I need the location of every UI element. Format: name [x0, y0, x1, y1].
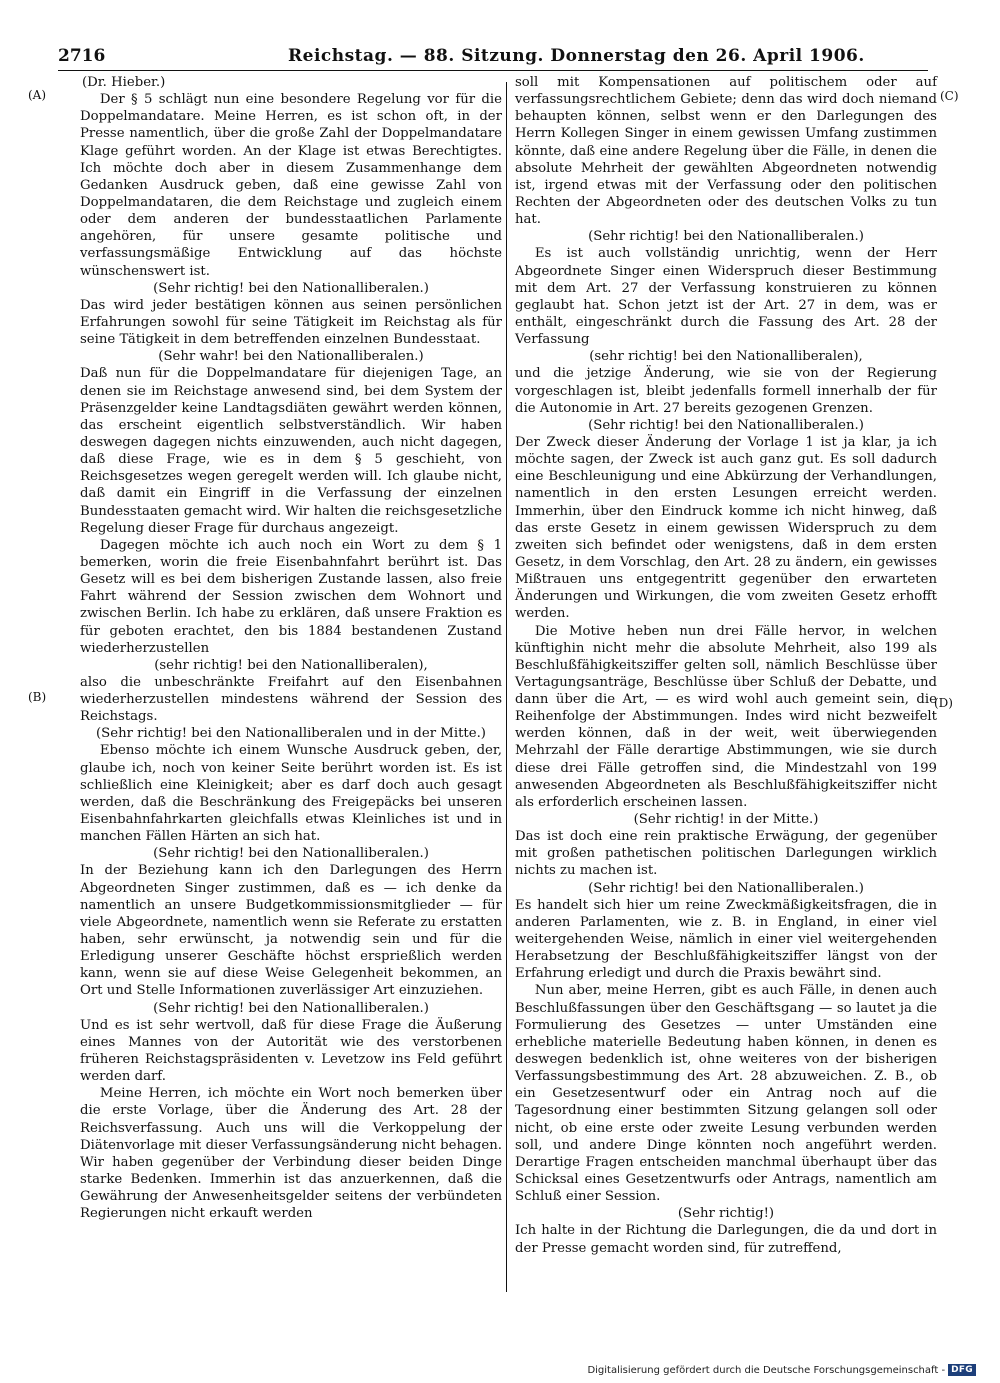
- paragraph: Der § 5 schlägt nun eine besondere Regelung vor für die Doppelmandatare. Meine Herren, es ist schon oft, in der Presse namentlich, über die große Zahl der Doppelmandatare Klage geführt worden. An der Klage ist etwas Berechtigtes. Ich möchte doch aber in diesem Zusammenhange dem Gedanken Ausdruck geben, daß eine gewisse Zahl von Doppelmandataren, die dem Reichstage und zugleich einem oder dem anderen der bundesstaatlichen Parlamente angehören, für unsere gesamte politische und verfassungsmäßige Entwicklung auf das höchste wünschenswert ist.: [80, 92, 502, 279]
- paragraph: Es handelt sich hier um reine Zweckmäßigkeitsfragen, die in anderen Parlamenten, wie z. B. in England, in einer viel weitergehenden Weise, nämlich in einer viel weitergehenden Herabsetzung der Beschlußfähigkeitsziffer längst von der Erfahrung erledigt und durch die Praxis bewährt sind.: [515, 897, 937, 982]
- interjection: (Sehr richtig! bei den Nationalliberalen und in der Mitte.): [96, 726, 486, 742]
- margin-marker-d: (D): [934, 696, 953, 710]
- paragraph: Nun aber, meine Herren, gibt es auch Fälle, in denen auch Beschlußfassungen über den Geschäftsgang — so lautet ja die Formulierung des Gesetzes — unter Umständen eine erhebliche materielle Bedeutung haben können, in denen es deswegen bedenklich ist, ohne weiteres von der bisherigen Verfassungsbestimmung des Art. 28 abzuweichen. Z. B., ob ein Gesetzesentwurf oder ein Antrag noch auf die Tagesordnung einer bestimmten Sitzung gelangen soll oder nicht, ob eine erste oder zweite Lesung verbunden werden soll, und andere Dinge könnten noch angeführt werden. Derartige Fragen entscheiden manchmal überhaupt über das Schicksal eines Gesetzentwurfs oder Antrags, namentlich am Schluß einer Session.: [515, 983, 937, 1205]
- paragraph: Und es ist sehr wertvoll, daß für diese Frage die Äußerung eines Mannes von der Autorität wie des verstorbenen früheren Reichstagspräsidenten v. Levetzow ins Feld geführt werden darf.: [80, 1017, 502, 1085]
- interjection: (sehr richtig! bei den Nationalliberalen),: [589, 349, 863, 365]
- interjection: (Sehr richtig! bei den Nationalliberalen.): [153, 280, 429, 296]
- paragraph: Ich halte in der Richtung die Darlegungen, die da und dort in der Presse gemacht worden sind, für zutreffend,: [515, 1223, 937, 1256]
- paragraph: also die unbeschränkte Freifahrt auf den Eisenbahnen wiederherzustellen mindestens während der Session des Reichstags.: [80, 674, 502, 725]
- speaker-name: (Dr. Hieber.): [82, 75, 166, 90]
- digitization-credit: [587, 1362, 976, 1378]
- page-header: [58, 44, 928, 70]
- paragraph: Das wird jeder bestätigen können aus seinen persönlichen Erfahrungen sowohl für seine Tätigkeit im Reichstag als für seine Tätigkeit in dem betreffenden einzelnen Bundesstaat.: [80, 297, 502, 348]
- paragraph: Dagegen möchte ich auch noch ein Wort zu dem § 1 bemerken, worin die freie Eisenbahnfahrt berührt ist. Das Gesetz will es bei dem bisherigen Zustande lassen, also freie Fahrt während der Session zwischen dem Wohnort und zwischen Berlin. Ich habe zu erklären, daß unsere Fraktion es für geboten erachtet, den bis 1884 bestandenen Zustand wiederherzustellen: [80, 537, 502, 656]
- margin-marker-c: (C): [940, 89, 959, 103]
- paragraph: Ebenso möchte ich einem Wunsche Ausdruck geben, der, glaube ich, noch von keiner Seite berührt worden ist. Es ist schließlich eine Kleinigkeit; aber es darf doch auch gesagt werden, daß die Beschränkung des Freigepäcks bei unseren Eisenbahnfahrkarten gleichfalls etwas Kleinliches ist und in manchen Fällen Härten an sich hat.: [80, 743, 502, 845]
- interjection: (Sehr richtig!): [677, 1206, 775, 1222]
- digitization-credit-text: Digitalisierung gefördert durch die Deutsche Forschungsgemeinschaft -: [587, 1364, 946, 1376]
- paragraph: und die jetzige Änderung, wie sie von der Regierung vorgeschlagen ist, bleibt jedenfalls formell innerhalb der für die Autonomie in Art. 27 bereits gezogenen Grenzen.: [515, 366, 937, 416]
- left-column: [80, 74, 502, 1222]
- paragraph: Es ist auch vollständig unrichtig, wenn der Herr Abgeordnete Singer einen Widerspruch dieser Bestimmung mit dem Art. 27 der Verfassung konstruieren zu können geglaubt hat. Schon jetzt ist der Art. 27 in dem, was er enthält, eingeschränkt durch die Fassung des Art. 28 der Verfassung: [515, 246, 937, 348]
- right-column: [515, 74, 937, 1257]
- interjection: (Sehr richtig! bei den Nationalliberalen.): [588, 229, 864, 245]
- column-divider: [506, 82, 507, 1292]
- interjection: (Sehr richtig! in der Mitte.): [633, 812, 819, 828]
- paragraph: Daß nun für die Doppelmandatare für diejenigen Tage, an denen sie im Reichstage anwesend sind, bei dem System der Präsenzgelder keine Landtagsdiäten gewährt werden können, das erscheint eigentlich selbstverständlich. Wir haben deswegen dagegen nichts einzuwenden, auch nicht dagegen, daß diese Frage, wie es in dem § 5 geschieht, von Reichsgesetzes wegen geregelt werden will. Ich glaube nicht, daß damit ein Eingriff in die Verfassung der einzelnen Bundesstaaten gemacht wird. Wir halten die reichsgesetzliche Regelung dieser Frage für durchaus angezeigt.: [80, 366, 502, 536]
- dfg-logo: DFG: [948, 1364, 976, 1376]
- interjection: (sehr richtig! bei den Nationalliberalen),: [154, 657, 428, 673]
- paragraph: Die Motive heben nun drei Fälle hervor, in welchen künftighin nicht mehr die absolute Mehrheit, also 199 als Beschlußfähigkeitsziffer gelten soll, nämlich Beschlüsse über Vertagungsanträge, Beschlüsse über Schluß der Debatte, und dann über die Art, — es wird wohl auch gemeint sein, die Reihenfolge der Abstimmungen. Indes wird nicht bezweifelt werden können, daß in der weit, weit überwiegenden Mehrzahl der Fälle derartige Abstimmungen, wie sie durch diese drei Fälle getroffen sind, die Mindestzahl von 199 anwesenden Abgeordneten als Beschlußfähigkeitsziffer nicht als erforderlich erscheinen lassen.: [515, 623, 937, 810]
- paragraph: soll mit Kompensationen auf politischem oder auf verfassungsrechtlichem Gebiete; denn das wird doch niemand behaupten können, selbst wenn er den Darlegungen des Herrn Kollegen Singer in einem gewissen Umfang zustimmen könnte, daß eine andere Regelung über die Fälle, in denen die absolute Mehrheit der gewählten Abgeordneten notwendig ist, irgend etwas mit der Verfassung oder den politischen Rechten der Abgeordneten oder des deutschen Volks zu tun hat.: [515, 75, 937, 228]
- paragraph: In der Beziehung kann ich den Darlegungen des Herrn Abgeordneten Singer zustimmen, daß es — ich denke da namentlich an unsere Budgetkommissionsmitglieder — für viele Abgeordnete, namentlich wenn sie Referate zu erstatten haben, sehr erwünscht, ja notwendig sein und für die Erledigung unserer Geschäfte höchst ersprießlich werden kann, wenn sie auf diese Weise Gelegenheit bekommen, an Ort und Stelle Informationen zuverlässiger Art einzuziehen.: [80, 863, 502, 999]
- margin-marker-b: (B): [28, 690, 47, 704]
- page-number: 2716: [58, 46, 106, 66]
- header-rule: [58, 70, 928, 71]
- paragraph: Der Zweck dieser Änderung der Vorlage 1 ist ja klar, ja ich möchte sagen, der Zweck ist auch ganz gut. Es soll dadurch eine Beschleunigung und eine Abkürzung der Verhandlungen, namentlich in den ersten Lesungen erreicht werden. Immerhin, über den Eindruck komme ich nicht hinweg, daß das erste Gesetz in einem gewissen Widerspruch zu dem zweiten sich befindet oder wenigstens, daß in dem ersten Gesetz, in dem Vorschlag, den Art. 28 zu ändern, ein gewisses Mißtrauen uns entgegentritt gegenüber den erwarteten Änderungen und Wirkungen, die vom zweiten Gesetz erhofft werden.: [515, 434, 937, 622]
- margin-marker-a: (A): [28, 88, 47, 102]
- interjection: (Sehr richtig! bei den Nationalliberalen.): [153, 1000, 429, 1016]
- interjection: (Sehr richtig! bei den Nationalliberalen.): [153, 846, 429, 862]
- interjection: (Sehr richtig! bei den Nationalliberalen.): [588, 880, 864, 896]
- running-title: Reichstag. — 88. Sitzung. Donnerstag den 26. April 1906.: [288, 46, 865, 66]
- paragraph: Meine Herren, ich möchte ein Wort noch bemerken über die erste Vorlage, über die Änderung des Art. 28 der Reichsverfassung. Auch uns will die Verkoppelung der Diätenvorlage mit dieser Verfassungsänderung nicht behagen. Wir haben gegenüber der Verbindung dieser beiden Dinge starke Bedenken. Immerhin ist das anzuerkennen, daß die Gewährung der Anwesenheitsgelder seitens der verbündeten Regierungen nicht erkauft werden: [80, 1086, 502, 1222]
- paragraph: Das ist doch eine rein praktische Erwägung, der gegenüber mit großen pathetischen politischen Darlegungen wirklich nichts zu machen ist.: [515, 829, 937, 879]
- interjection: (Sehr wahr! bei den Nationalliberalen.): [158, 349, 424, 365]
- interjection: (Sehr richtig! bei den Nationalliberalen.): [588, 417, 864, 433]
